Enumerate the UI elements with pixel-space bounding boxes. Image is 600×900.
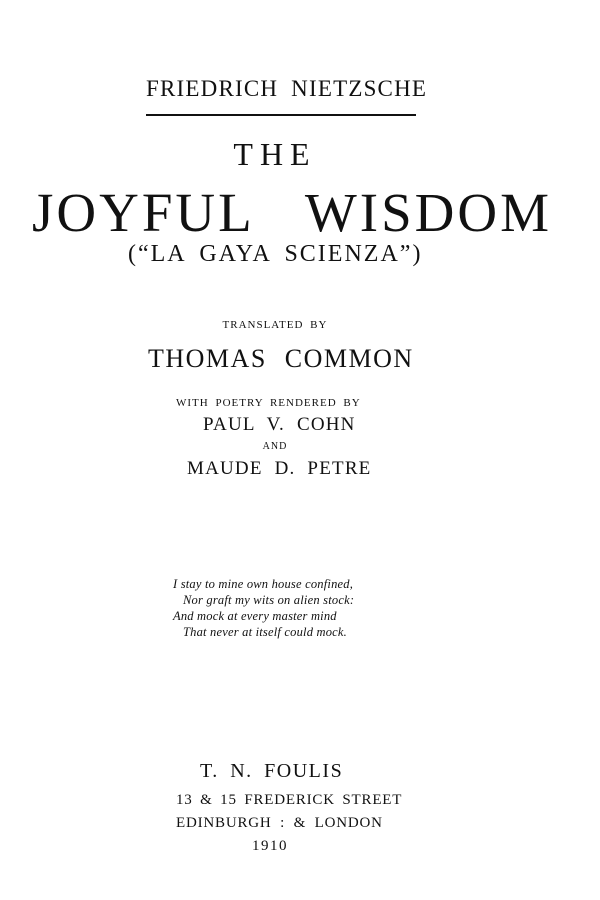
poetry-credit-label: WITH POETRY RENDERED BY <box>176 397 361 409</box>
translator-name: THOMAS COMMON <box>148 344 414 373</box>
epigraph-line: That never at itself could mock. <box>183 625 348 639</box>
publication-year: 1910 <box>252 838 288 854</box>
publisher-address: 13 & 15 FREDERICK STREET <box>176 792 403 808</box>
poetry-translator-cohn: PAUL V. COHN <box>203 414 356 435</box>
and-label: AND <box>262 441 288 452</box>
publisher-cities: EDINBURGH : & LONDON <box>176 815 383 831</box>
author-name: FRIEDRICH NIETZSCHE <box>146 76 428 101</box>
translated-by-label: TRANSLATED BY <box>222 319 328 331</box>
book-title: JOYFUL WISDOM <box>32 182 552 243</box>
epigraph-line: I stay to mine own house confined, <box>173 577 354 591</box>
book-subtitle: (“LA GAYA SCIENZA”) <box>128 241 423 267</box>
title-article: THE <box>233 136 317 172</box>
epigraph-line: Nor graft my wits on alien stock: <box>183 593 355 607</box>
epigraph-line: And mock at every master mind <box>173 609 337 623</box>
poetry-translator-petre: MAUDE D. PETRE <box>187 458 372 479</box>
publisher-name: T. N. FOULIS <box>200 760 344 782</box>
title-rule <box>146 114 416 116</box>
